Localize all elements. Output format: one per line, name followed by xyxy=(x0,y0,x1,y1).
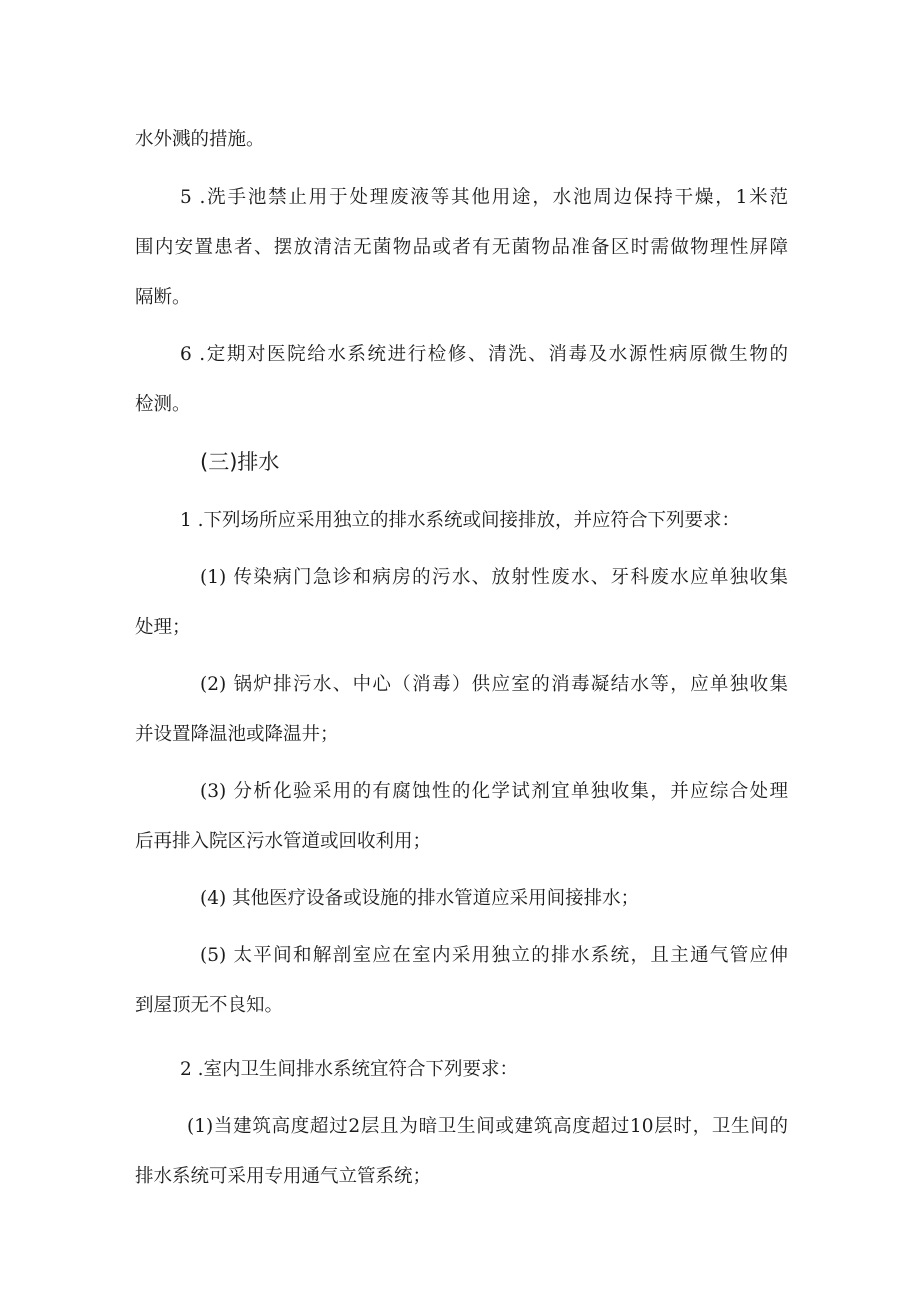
text: (5) 太平间和解剖室应在室内采用独立的排水系统，且主通气管应伸 xyxy=(200,945,788,966)
paragraph-line xyxy=(200,944,788,968)
paragraph-line xyxy=(180,186,788,210)
paragraph-line xyxy=(187,1115,788,1139)
paragraph-line xyxy=(180,343,788,367)
text: 5 .洗手池禁止用于处理废液等其他用途，水池周边保持干燥，1米范 xyxy=(180,187,788,208)
text: (1)当建筑高度超过2层且为暗卫生间或建筑高度超过10层时，卫生间的 xyxy=(187,1116,788,1137)
section-heading: (三)排水 xyxy=(200,450,280,474)
text: (3) 分析化验采用的有腐蚀性的化学试剂宜单独收集，并应综合处理 xyxy=(200,781,788,802)
text: 6 .定期对医院给水系统进行检修、清洗、消毒及水源性病原微生物的 xyxy=(180,344,788,365)
text: (1) 传染病门急诊和病房的污水、放射性废水、牙科废水应单独收集 xyxy=(200,567,788,588)
paragraph-line: 2 .室内卫生间排水系统宜符合下列要求： xyxy=(180,1059,519,1080)
text: 围内安置患者、摆放清洁无菌物品或者有无菌物品准备区时需做物理性屏障 xyxy=(135,237,788,258)
paragraph-line: 隔断。 xyxy=(135,287,191,308)
paragraph-line xyxy=(135,236,788,260)
paragraph-line xyxy=(200,780,788,804)
paragraph-line: (4) 其他医疗设备或设施的排水管道应采用间接排水； xyxy=(200,888,640,909)
paragraph-line: 排水系统可采用专用通气立管系统； xyxy=(135,1166,432,1187)
paragraph-line xyxy=(200,673,788,697)
paragraph-line: 1 .下列场所应采用独立的排水系统或间接排放，并应符合下列要求： xyxy=(180,510,741,531)
paragraph-line: 并设置降温池或降温井； xyxy=(135,724,339,745)
paragraph-line: 处理； xyxy=(135,617,191,638)
paragraph-line: 后再排入院区污水管道或回收利用； xyxy=(135,831,432,852)
paragraph-line: 检测。 xyxy=(135,394,191,415)
paragraph-line: 水外溅的措施。 xyxy=(135,129,265,150)
text: (2) 锅炉排污水、中心（消毒）供应室的消毒凝结水等，应单独收集 xyxy=(200,674,788,695)
paragraph-line: 到屋顶无不良知。 xyxy=(135,995,284,1016)
paragraph-line xyxy=(200,566,788,590)
